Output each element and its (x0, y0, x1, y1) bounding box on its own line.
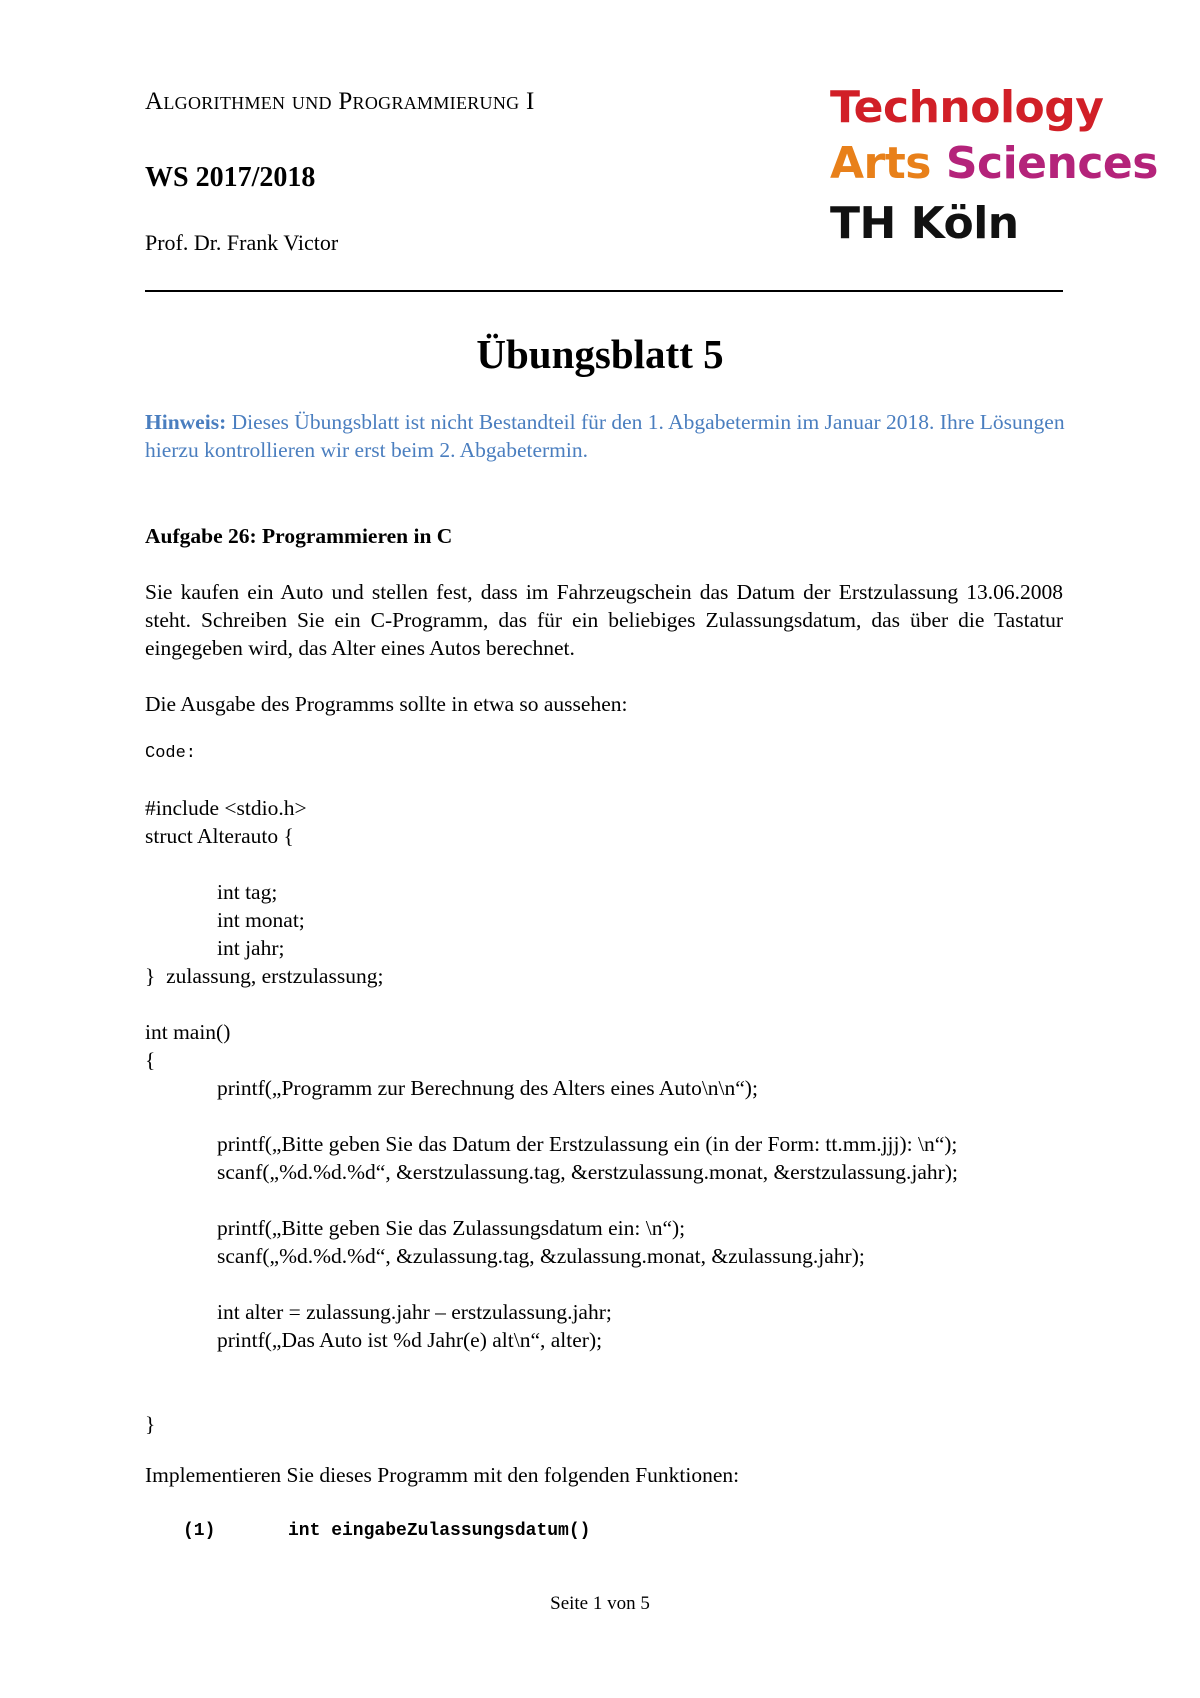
logo-sciences: Sciences (945, 138, 1158, 189)
note-label: Hinweis: (145, 410, 227, 434)
header-divider (145, 290, 1063, 292)
logo-th-koeln: TH Köln (830, 198, 1019, 249)
professor-name: Prof. Dr. Frank Victor (145, 230, 339, 255)
code-line: scanf(„%d.%d.%d“, &erstzulassung.tag, &erstzulassung.monat, &erstzulassung.jahr); (217, 1160, 958, 1184)
code-line: struct Alterauto { (145, 824, 294, 848)
code-line: int monat; (217, 908, 305, 932)
function-number: (1) (183, 1521, 216, 1541)
output-intro: Die Ausgabe des Programms sollte in etwa so aussehen: (145, 692, 628, 716)
course-title: Algorithmen und Programmierung I (145, 88, 535, 115)
code-line: printf(„Bitte geben Sie das Zulassungsdatum ein: \n“); (217, 1216, 686, 1240)
code-line: #include <stdio.h> (145, 796, 307, 820)
code-line: int jahr; (217, 936, 285, 960)
code-line: int main() (145, 1020, 231, 1044)
task-description: Sie kaufen ein Auto und stellen fest, dass im Fahrzeugschein das Datum der Erstzulassung 13.06.2008 steht. Schreiben Sie ein C-Programm, das für ein beliebiges Zulassungsdatum, das über die Tastatur eingegeben wird, das Alter eines Autos berechnet. (145, 580, 1063, 660)
note (145, 408, 1065, 464)
th-koeln-logo (830, 80, 1170, 260)
code-line: scanf(„%d.%d.%d“, &zulassung.tag, &zulassung.monat, &zulassung.jahr); (217, 1244, 865, 1268)
function-signature: int eingabeZulassungsdatum() (288, 1521, 591, 1541)
note-text: Dieses Übungsblatt ist nicht Bestandteil für den 1. Abgabetermin im Januar 2018. Ihre Lösungen hierzu kontrollieren wir erst beim 2. Abgabetermin. (145, 410, 1065, 462)
task-heading: Aufgabe 26: Programmieren in C (145, 524, 453, 548)
code-line: { (145, 1048, 156, 1072)
logo-arts: Arts (830, 138, 931, 189)
semester: WS 2017/2018 (145, 162, 316, 193)
sheet-title: Übungsblatt 5 (476, 331, 724, 377)
page-number: Seite 1 von 5 (550, 1593, 650, 1614)
code-line: printf(„Programm zur Berechnung des Alters eines Auto\n\n“); (217, 1076, 758, 1100)
logo-technology: Technology (830, 82, 1104, 133)
code-line: printf(„Das Auto ist %d Jahr(e) alt\n“, alter); (217, 1328, 603, 1352)
code-line: } zulassung, erstzulassung; (145, 964, 384, 988)
implement-instruction: Implementieren Sie dieses Programm mit den folgenden Funktionen: (145, 1463, 740, 1487)
code-line: } (145, 1412, 156, 1436)
logo-arts-sciences (830, 138, 1158, 189)
code-line: int tag; (217, 880, 278, 904)
code-label: Code: (145, 744, 197, 763)
code-line: printf(„Bitte geben Sie das Datum der Erstzulassung ein (in der Form: tt.mm.jjj): \n“); (217, 1132, 958, 1156)
code-line: int alter = zulassung.jahr – erstzulassung.jahr; (217, 1300, 612, 1324)
